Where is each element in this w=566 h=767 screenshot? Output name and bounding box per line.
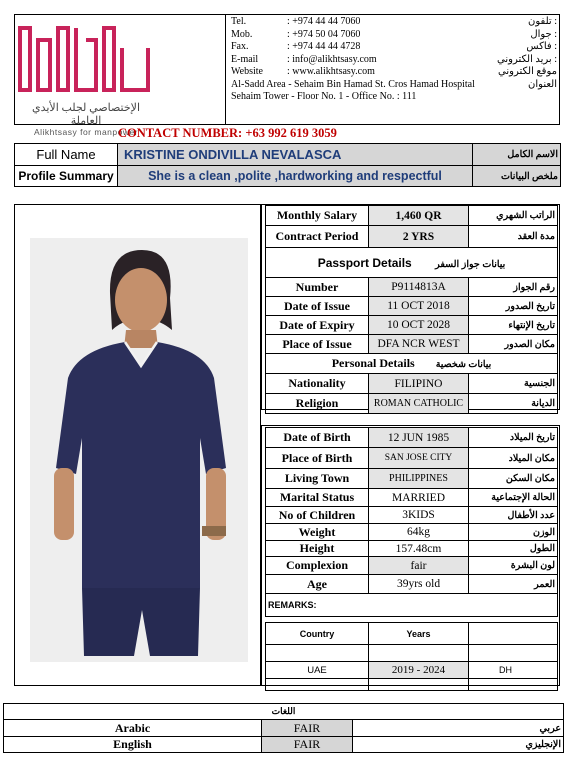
summary-value: She is a clean ,polite ,hardworking and respectful bbox=[118, 166, 473, 187]
experience-years: 2019 - 2024 bbox=[369, 662, 469, 679]
contact-value: : +974 50 04 7060 bbox=[287, 28, 361, 40]
experience-header-row bbox=[266, 623, 558, 645]
contact-label-ar: فاكس : bbox=[526, 41, 557, 52]
empty-cell bbox=[369, 645, 469, 662]
field-label-ar: العمر bbox=[469, 575, 558, 594]
field-label: Height bbox=[266, 541, 369, 557]
contact-label-ar: بريد الكتروني : bbox=[497, 53, 557, 65]
contact-table bbox=[231, 16, 557, 104]
summary-label-ar: ملخص البيانات bbox=[473, 166, 561, 187]
field-value: 10 OCT 2028 bbox=[369, 316, 469, 335]
field-label: Religion bbox=[266, 394, 369, 414]
field-label-ar: تاريخ الميلاد bbox=[469, 428, 558, 448]
languages-table bbox=[3, 703, 564, 753]
logo-tagline-ar: الإختصاصي لجلب الأيدي العاملة bbox=[31, 102, 141, 127]
field-value: DFA NCR WEST bbox=[369, 335, 469, 354]
field-label: Date of Birth bbox=[266, 428, 369, 448]
field-label: Marital Status bbox=[266, 489, 369, 507]
field-label: Complexion bbox=[266, 557, 369, 575]
field-value: 157.48cm bbox=[369, 541, 469, 557]
field-label-ar: رقم الجواز bbox=[469, 278, 558, 297]
contact-label: Tel. bbox=[231, 16, 247, 27]
contact-row bbox=[231, 29, 557, 42]
field-label-ar: الجنسية bbox=[469, 374, 558, 394]
contact-label-ar: موقع الكتروني bbox=[498, 66, 557, 77]
personal-row bbox=[266, 524, 558, 541]
field-label: Living Town bbox=[266, 469, 369, 489]
language-row bbox=[4, 720, 564, 737]
field-label: Date of Expiry bbox=[266, 316, 369, 335]
languages-title-row bbox=[4, 704, 564, 720]
personal-row bbox=[266, 394, 558, 414]
field-value: 64kg bbox=[369, 524, 469, 541]
contact-label: Mob. bbox=[231, 28, 253, 40]
experience-empty-row bbox=[266, 645, 558, 662]
field-label: Place of Issue bbox=[266, 335, 369, 354]
field-value: PHILIPPINES bbox=[369, 469, 469, 489]
full-name-label: Full Name bbox=[15, 144, 118, 166]
remarks-label: REMARKS: bbox=[266, 594, 558, 617]
col-position-header bbox=[469, 623, 558, 645]
personal-row bbox=[266, 557, 558, 575]
passport-row bbox=[266, 335, 558, 354]
col-country-header: Country bbox=[266, 623, 369, 645]
passport-section-row bbox=[266, 248, 558, 278]
field-value: fair bbox=[369, 557, 469, 575]
empty-cell bbox=[266, 645, 369, 662]
field-label: Number bbox=[266, 278, 369, 297]
language-name: Arabic bbox=[4, 720, 262, 737]
field-value: 12 JUN 1985 bbox=[369, 428, 469, 448]
field-label-ar: لون البشرة bbox=[469, 557, 558, 575]
languages-title: اللغات bbox=[4, 704, 564, 720]
passport-title-ar: بيانات جواز السفر bbox=[435, 258, 506, 270]
field-value: 3KIDS bbox=[369, 507, 469, 524]
passport-title: Passport Details bbox=[317, 255, 412, 270]
field-label-ar: مدة العقد bbox=[469, 226, 558, 248]
address-line-2: Sehaim Tower - Floor No. 1 - Office No. : 111 bbox=[231, 91, 417, 102]
contact-label-ar: جوال : bbox=[530, 28, 557, 40]
person-photo-icon bbox=[30, 238, 248, 662]
full-name-value: KRISTINE ONDIVILLA NEVALASCA bbox=[118, 144, 473, 166]
header-divider bbox=[225, 14, 226, 125]
experience-empty-row bbox=[266, 679, 558, 691]
language-row bbox=[4, 737, 564, 753]
passport-row bbox=[266, 316, 558, 335]
field-label: No of Children bbox=[266, 507, 369, 524]
language-name: English bbox=[4, 737, 262, 753]
profile-table bbox=[14, 143, 561, 187]
field-value: ROMAN CATHOLIC bbox=[369, 394, 469, 414]
personal-table bbox=[265, 427, 558, 691]
contact-label: Website bbox=[231, 66, 263, 77]
contact-value: : www.alikhtsasy.com bbox=[287, 66, 375, 77]
experience-country: UAE bbox=[266, 662, 369, 679]
field-label-ar: مكان الميلاد bbox=[469, 448, 558, 469]
field-label-ar: الحالة الإجتماعية bbox=[469, 489, 558, 507]
experience-row bbox=[266, 662, 558, 679]
full-name-row bbox=[15, 144, 561, 166]
field-value: 11 OCT 2018 bbox=[369, 297, 469, 316]
field-value: FILIPINO bbox=[369, 374, 469, 394]
field-label: Date of Issue bbox=[266, 297, 369, 316]
contact-row bbox=[231, 16, 557, 29]
contact-value: : info@alikhtsasy.com bbox=[287, 53, 377, 65]
field-label-ar: الطول bbox=[469, 541, 558, 557]
contact-row bbox=[231, 66, 557, 79]
remarks-row bbox=[266, 594, 558, 617]
experience-position: DH bbox=[469, 662, 558, 679]
passport-row bbox=[266, 297, 558, 316]
contact-number: CONTACT NUMBER: +63 992 619 3059 bbox=[118, 126, 337, 140]
personal-row bbox=[266, 469, 558, 489]
summary-row bbox=[15, 166, 561, 187]
contract-row bbox=[266, 226, 558, 248]
personal-title-ar: بيانات شخصية bbox=[435, 360, 492, 370]
summary-label: Profile Summary bbox=[15, 166, 118, 187]
language-name-ar: عربي bbox=[353, 720, 564, 737]
field-label-ar: عدد الأطفال bbox=[469, 507, 558, 524]
field-label: Age bbox=[266, 575, 369, 594]
field-label-ar: الوزن bbox=[469, 524, 558, 541]
field-label: Nationality bbox=[266, 374, 369, 394]
field-label: Monthly Salary bbox=[266, 206, 369, 226]
field-value: MARRIED bbox=[369, 489, 469, 507]
personal-row bbox=[266, 489, 558, 507]
empty-cell bbox=[469, 645, 558, 662]
contact-label-ar: تلفون : bbox=[528, 16, 557, 27]
full-name-label-ar: الاسم الكامل bbox=[473, 144, 561, 166]
personal-row bbox=[266, 575, 558, 594]
contact-label: Fax. bbox=[231, 41, 249, 52]
empty-cell bbox=[369, 679, 469, 691]
contact-row bbox=[231, 41, 557, 54]
contact-value: : +974 44 44 7060 bbox=[287, 16, 361, 27]
field-label-ar: الراتب الشهري bbox=[469, 206, 558, 226]
personal-row bbox=[266, 428, 558, 448]
address-line-1: Al-Sadd Area - Sehaim Bin Hamad St. Cros Hamad Hospital bbox=[231, 78, 475, 90]
field-value: 39yrs old bbox=[369, 575, 469, 594]
candidate-photo bbox=[30, 238, 248, 662]
personal-section-row bbox=[266, 354, 558, 374]
field-value: P9114813A bbox=[369, 278, 469, 297]
col-years-header: Years bbox=[369, 623, 469, 645]
field-label-ar: تاريخ الإنتهاء bbox=[469, 316, 558, 335]
address-row bbox=[231, 91, 557, 104]
contact-row bbox=[231, 54, 557, 67]
logo-tagline-en: Alikhtsasy for manpower bbox=[33, 127, 139, 137]
language-level: FAIR bbox=[262, 737, 353, 753]
address-row bbox=[231, 79, 557, 92]
field-value: 1,460 QR bbox=[369, 206, 469, 226]
empty-cell bbox=[469, 679, 558, 691]
field-label-ar: تاريخ الصدور bbox=[469, 297, 558, 316]
contact-value: : +974 44 44 4728 bbox=[287, 41, 361, 52]
personal-row bbox=[266, 374, 558, 394]
personal-row bbox=[266, 507, 558, 524]
field-label-ar: الديانة bbox=[469, 394, 558, 414]
personal-section-title bbox=[266, 354, 558, 374]
personal-row bbox=[266, 448, 558, 469]
company-logo bbox=[16, 18, 156, 137]
logo-mark-icon bbox=[16, 18, 156, 98]
language-level: FAIR bbox=[262, 720, 353, 737]
empty-cell bbox=[266, 679, 369, 691]
contact-label: E-mail bbox=[231, 53, 259, 65]
field-label-ar: مكان الصدور bbox=[469, 335, 558, 354]
field-value: 2 YRS bbox=[369, 226, 469, 248]
personal-row bbox=[266, 541, 558, 557]
passport-section-title bbox=[266, 248, 558, 278]
field-label: Weight bbox=[266, 524, 369, 541]
field-value: SAN JOSE CITY bbox=[369, 448, 469, 469]
language-name-ar: الإنجليزي bbox=[353, 737, 564, 753]
address-label-ar: العنوان bbox=[528, 78, 557, 90]
contract-row bbox=[266, 206, 558, 226]
field-label-ar: مكان السكن bbox=[469, 469, 558, 489]
field-label: Contract Period bbox=[266, 226, 369, 248]
personal-title: Personal Details bbox=[331, 356, 415, 370]
contract-table bbox=[265, 205, 558, 414]
field-label: Place of Birth bbox=[266, 448, 369, 469]
passport-row bbox=[266, 278, 558, 297]
